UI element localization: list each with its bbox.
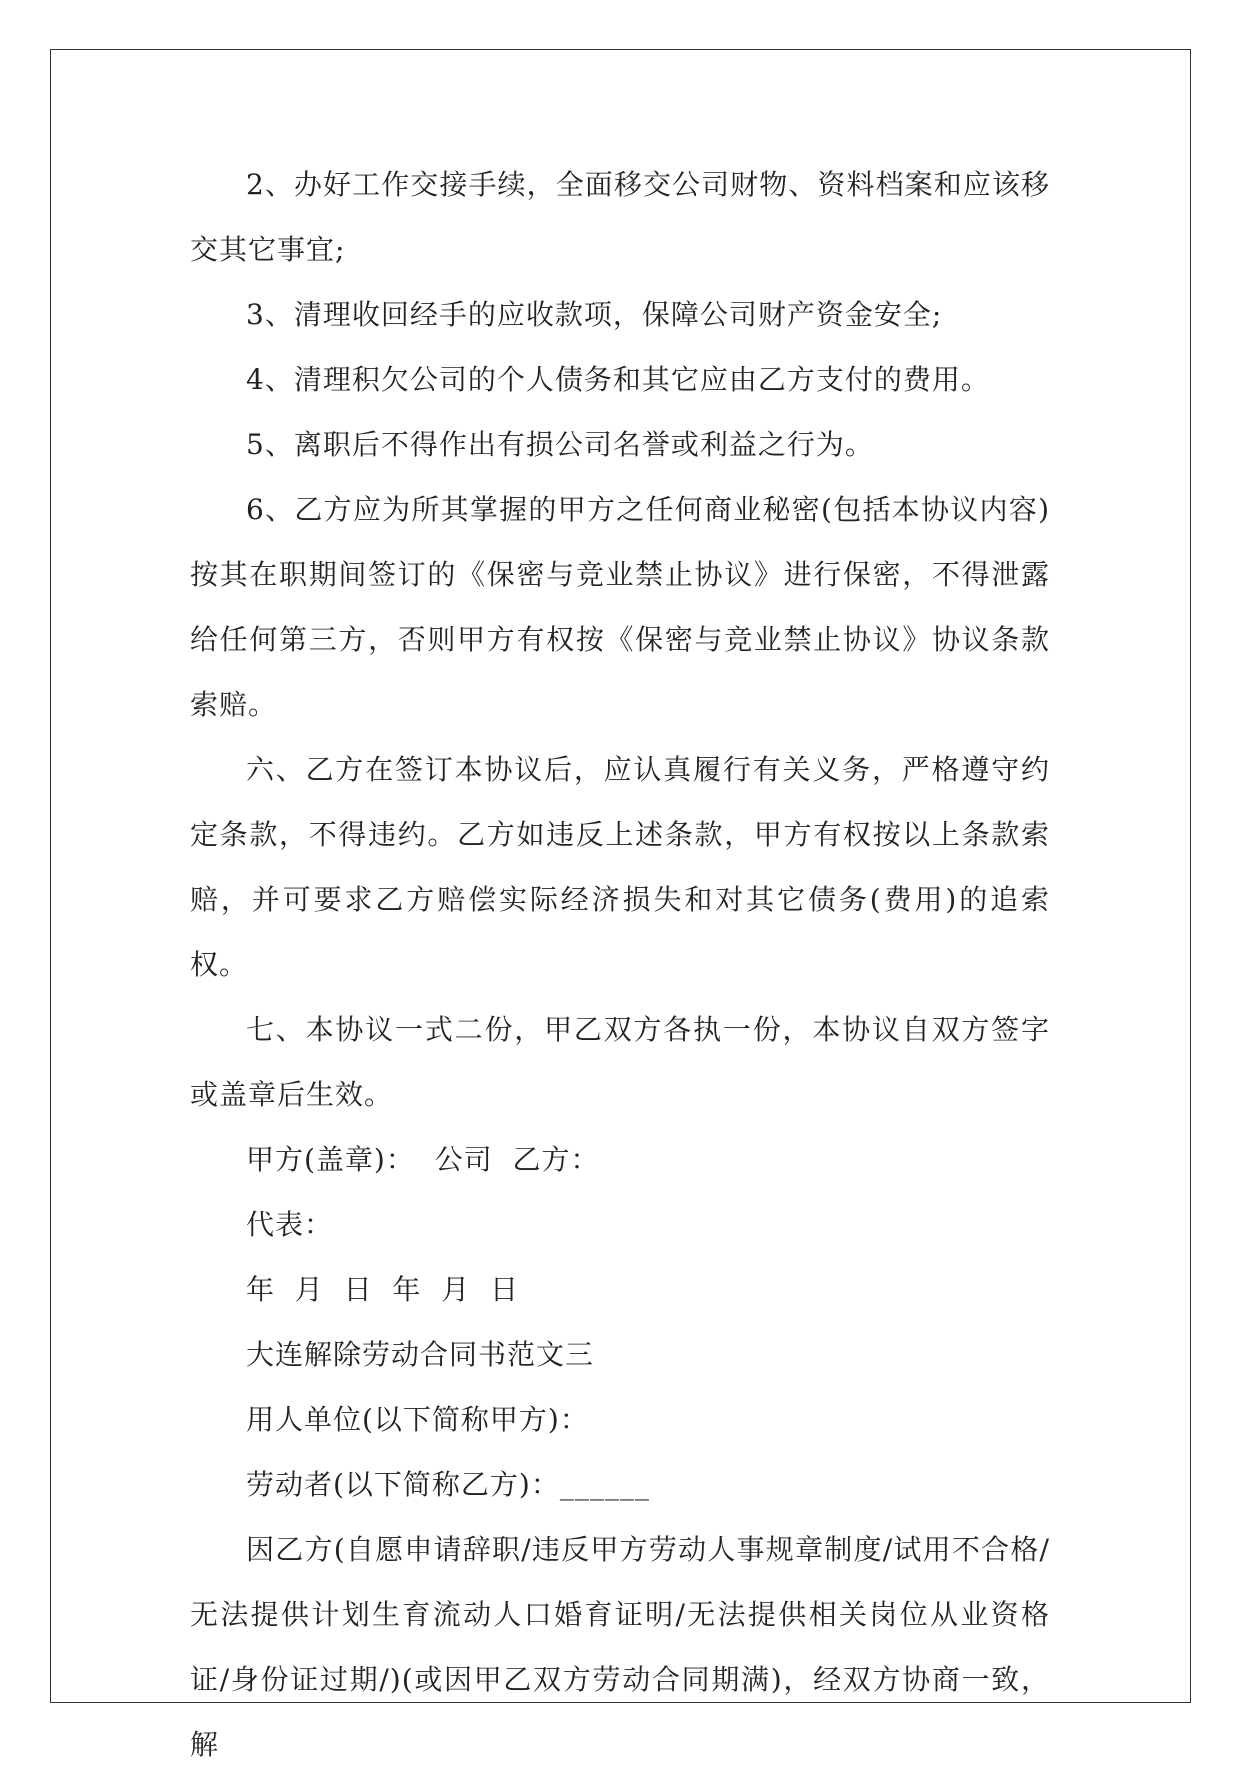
paragraph-termination-reason: 因乙方(自愿申请辞职/违反甲方劳动人事规章制度/试用不合格/无法提供计划生育流动人口婚育证明/无法提供相关岗位从业资格证/身份证过期/)(或因甲乙双方劳动合同期满)，经双方协商一致，解 [190, 1533, 1050, 1761]
employee-field-line: 劳动者(以下简称乙方)：______ [246, 1468, 650, 1501]
paragraph-confidentiality: 6、乙方应为所其掌握的甲方之任何商业秘密(包括本协议内容)按其在职期间签订的《保密与竞业禁止协议》进行保密，不得泄露给任何第三方，否则甲方有权按《保密与竞业禁止协议》协议条款索赔。 [190, 493, 1050, 721]
paragraph-handover: 2、办好工作交接手续，全面移交公司财物、资料档案和应该移交其它事宜; [190, 168, 1050, 266]
paragraph-personal-debts: 4、清理积欠公司的个人债务和其它应由乙方支付的费用。 [246, 363, 990, 396]
signature-parties-line: 甲方(盖章)： 公司 乙方： [246, 1143, 600, 1176]
paragraph-clause-six: 六、乙方在签订本协议后，应认真履行有关义务，严格遵守约定条款，不得违约。乙方如违反上述条款，甲方有权按以上条款索赔，并可要求乙方赔偿实际经济损失和对其它债务(费用)的追索权。 [190, 753, 1050, 981]
signature-date-line: 年 月 日 年 月 日 [246, 1273, 520, 1306]
paragraph-clause-seven: 七、本协议一式二份，甲乙双方各执一份，本协议自双方签字或盖章后生效。 [190, 1013, 1050, 1111]
signature-representative-line: 代表： [246, 1208, 334, 1241]
paragraph-reputation: 5、离职后不得作出有损公司名誉或利益之行为。 [246, 428, 874, 461]
document-body [190, 152, 1050, 1777]
paragraph-receivables: 3、清理收回经手的应收款项，保障公司财产资金安全; [246, 298, 943, 331]
section-heading: 大连解除劳动合同书范文三 [246, 1338, 595, 1371]
employer-field-line: 用人单位(以下简称甲方)： [246, 1403, 589, 1436]
